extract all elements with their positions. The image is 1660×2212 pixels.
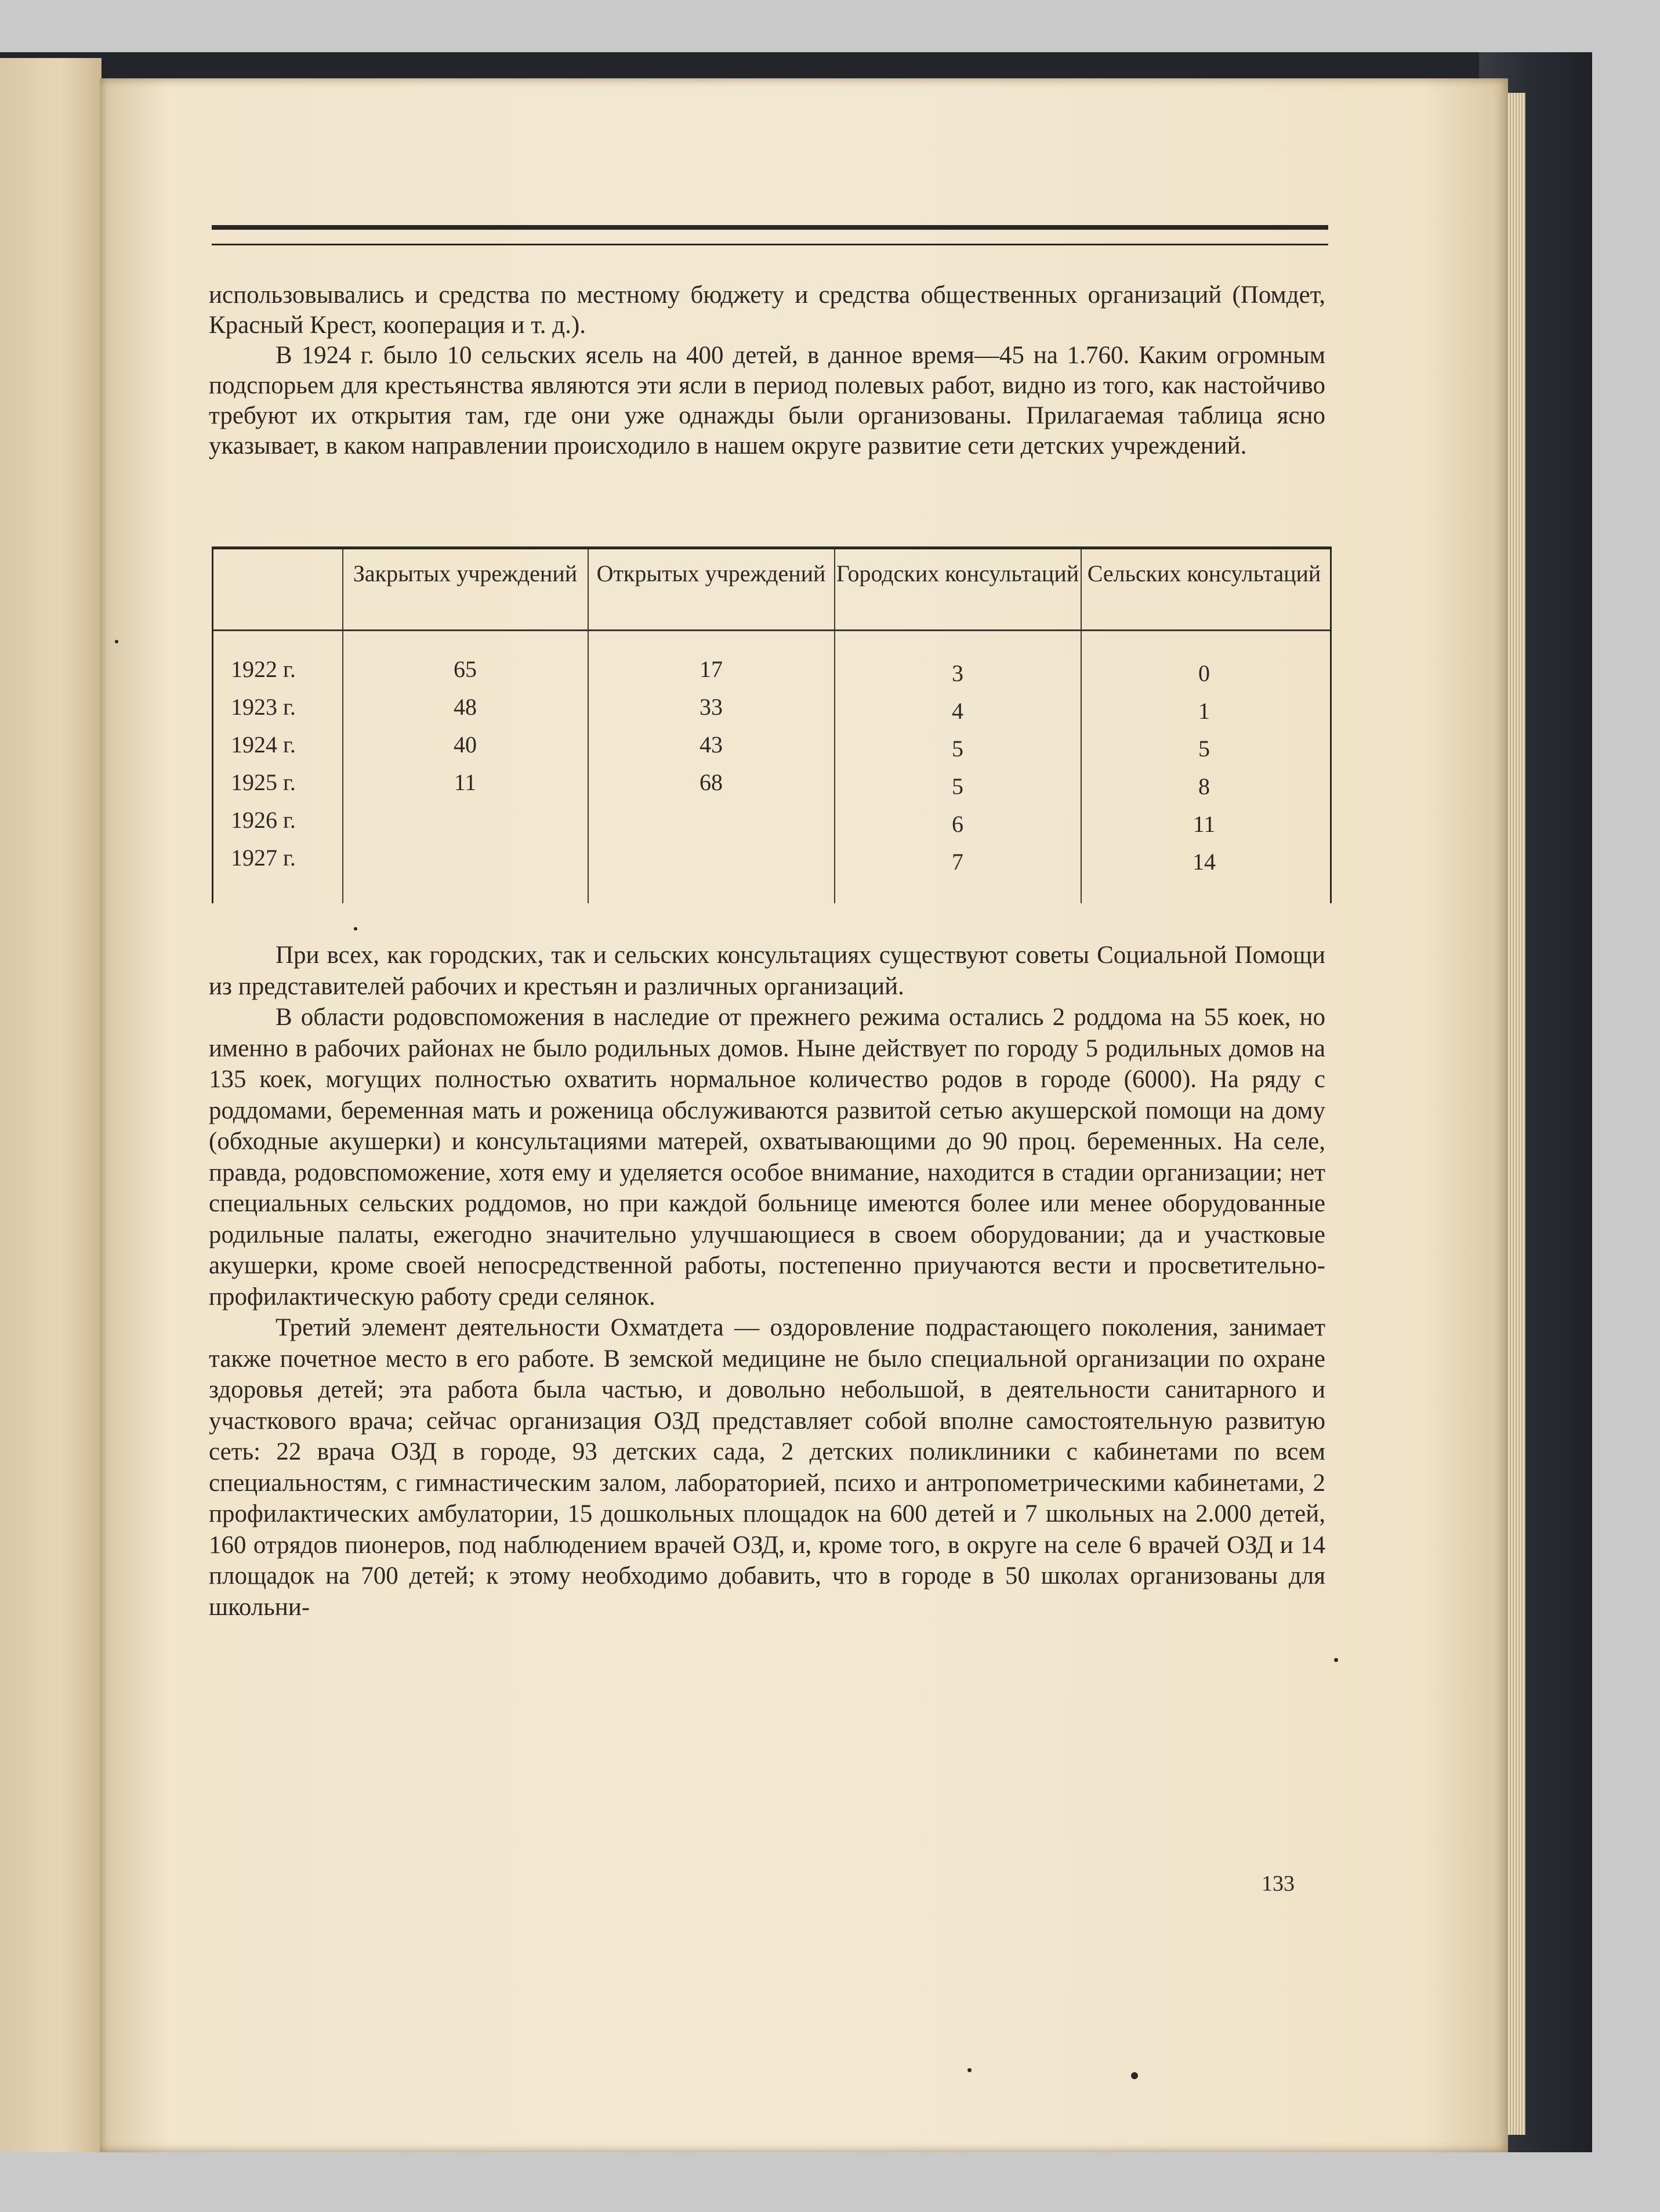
- year-cell: 1923 г.: [231, 694, 296, 720]
- year-cell: 1924 г.: [231, 732, 296, 758]
- text-block-main: [209, 940, 1325, 1623]
- cell-rural: 0: [1198, 660, 1210, 686]
- cell-open: 33: [699, 694, 723, 720]
- column-divider: [588, 549, 589, 903]
- ink-speck: [354, 927, 357, 931]
- text-block-top: [209, 280, 1325, 461]
- paragraph: При всех, как городских, так и сельских консультациях существуют советы Социальной Помощи из представителей рабочих и крестьян и различных организаций.: [209, 942, 1325, 1000]
- column-header: Сельских консультаций: [1087, 560, 1321, 587]
- ink-speck: [967, 2068, 972, 2072]
- ink-speck: [115, 640, 118, 643]
- cell-city: 6: [952, 811, 963, 837]
- cell-rural: 14: [1193, 849, 1216, 875]
- cell-open: 17: [699, 656, 723, 682]
- page-number: 133: [1262, 1871, 1295, 1896]
- column-header: Городских консультаций: [836, 560, 1079, 587]
- header-rule-thin: [212, 244, 1328, 245]
- previous-page-edge: [0, 58, 102, 2152]
- cell-rural: 1: [1198, 698, 1210, 724]
- column-header: Закрытых учреждений: [353, 560, 578, 587]
- cell-city: 5: [952, 773, 963, 799]
- cell-closed: 40: [454, 732, 477, 758]
- paragraph: Третий элемент деятельности Охматдета — оздоровление подрастающего поколения, занимает также почетное место в его работе. В земской медицине не было специальной организации по охране здоровья детей; эта работа была частью, и довольно небольшой, в деятельности санитарного и участкового врача; сейчас организация ОЗД представляет собой вполне самостоятельную развитую сеть: 22 врача ОЗД в городе, 93 детских сада, 2 детских поликлиники с кабинетами по всем специальностям, с гимнастическим залом, лабораторией, психо и антропометрическими кабинетами, 2 профилактических амбулатории, 15 дошкольных площадок на 600 детей и 7 школьных на 2.000 детей, 160 отрядов пионеров, под наблюдением врачей ОЗД, и, кроме того, в округе на селе 6 врачей ОЗД и 14 площадок на 700 детей; к этому необходимо добавить, что в городе в 50 школах организованы для школьни-: [209, 1314, 1325, 1621]
- cell-city: 3: [952, 660, 963, 686]
- header-divider: [213, 629, 1330, 631]
- cell-rural: 11: [1193, 811, 1216, 837]
- column-divider: [342, 549, 343, 903]
- cell-city: 4: [952, 698, 963, 724]
- year-cell: 1925 г.: [231, 769, 296, 795]
- cell-closed: 11: [454, 769, 477, 795]
- paragraph: использовывались и средства по местному бюджету и средства общественных организаций (Помдет, Красный Крест, кооперация и т. д.).: [209, 281, 1325, 339]
- paragraph: В 1924 г. было 10 сельских ясель на 400 детей, в данное время—45 на 1.760. Каким огромным подспорьем для крестьянства являются эти ясли в период полевых работ, видно из того, как настойчиво требуют их открытия там, где они уже однажды были организованы. Прилагаемая таблица ясно указывает, в каком направлении происходило в нашем округе развитие сети детских учреждений.: [209, 342, 1325, 459]
- column-divider: [834, 549, 835, 903]
- cell-city: 5: [952, 736, 963, 762]
- ink-speck: [1131, 2072, 1138, 2079]
- year-cell: 1926 г.: [231, 807, 296, 833]
- year-cell: 1927 г.: [231, 845, 296, 871]
- ink-speck: [1334, 1658, 1338, 1662]
- cell-rural: 8: [1198, 773, 1210, 799]
- year-cell: 1922 г.: [231, 656, 296, 682]
- column-divider: [1081, 549, 1082, 903]
- cell-open: 43: [699, 732, 723, 758]
- header-rule: [212, 225, 1328, 230]
- cell-city: 7: [952, 849, 963, 875]
- cell-open: 68: [699, 769, 723, 795]
- cell-rural: 5: [1198, 736, 1210, 762]
- paragraph: В области родовспоможения в наследие от прежнего режима остались 2 роддома на 55 коек, но именно в рабочих районах не было родильных домов. Ныне действует по городу 5 родильных домов на 135 коек, могущих полностью охватить нормальное количество родов в городе (6000). На ряду с роддомами, беременная мать и роженица обслуживаются развитой сетью акушерской помощи на дому (обходные акушерки) и консультациями матерей, охватывающими до 90 проц. беременных. На селе, правда, родовспоможение, хотя ему и уделяется особое внимание, находится в стадии организации; нет специальных сельских роддомов, но при каждой больнице имеются более или менее оборудованные родильные палаты, ежегодно значительно улучшающиеся в своем оборудовании; да и участковые акушерки, кроме своей непосредственной работы, постепенно приучаются вести и просветительно-профилактическую работу среди селянок.: [209, 1004, 1325, 1310]
- column-header: Открытых учреждений: [596, 560, 826, 587]
- cell-closed: 65: [454, 656, 477, 682]
- statistics-table: [212, 546, 1332, 903]
- cell-closed: 48: [454, 694, 477, 720]
